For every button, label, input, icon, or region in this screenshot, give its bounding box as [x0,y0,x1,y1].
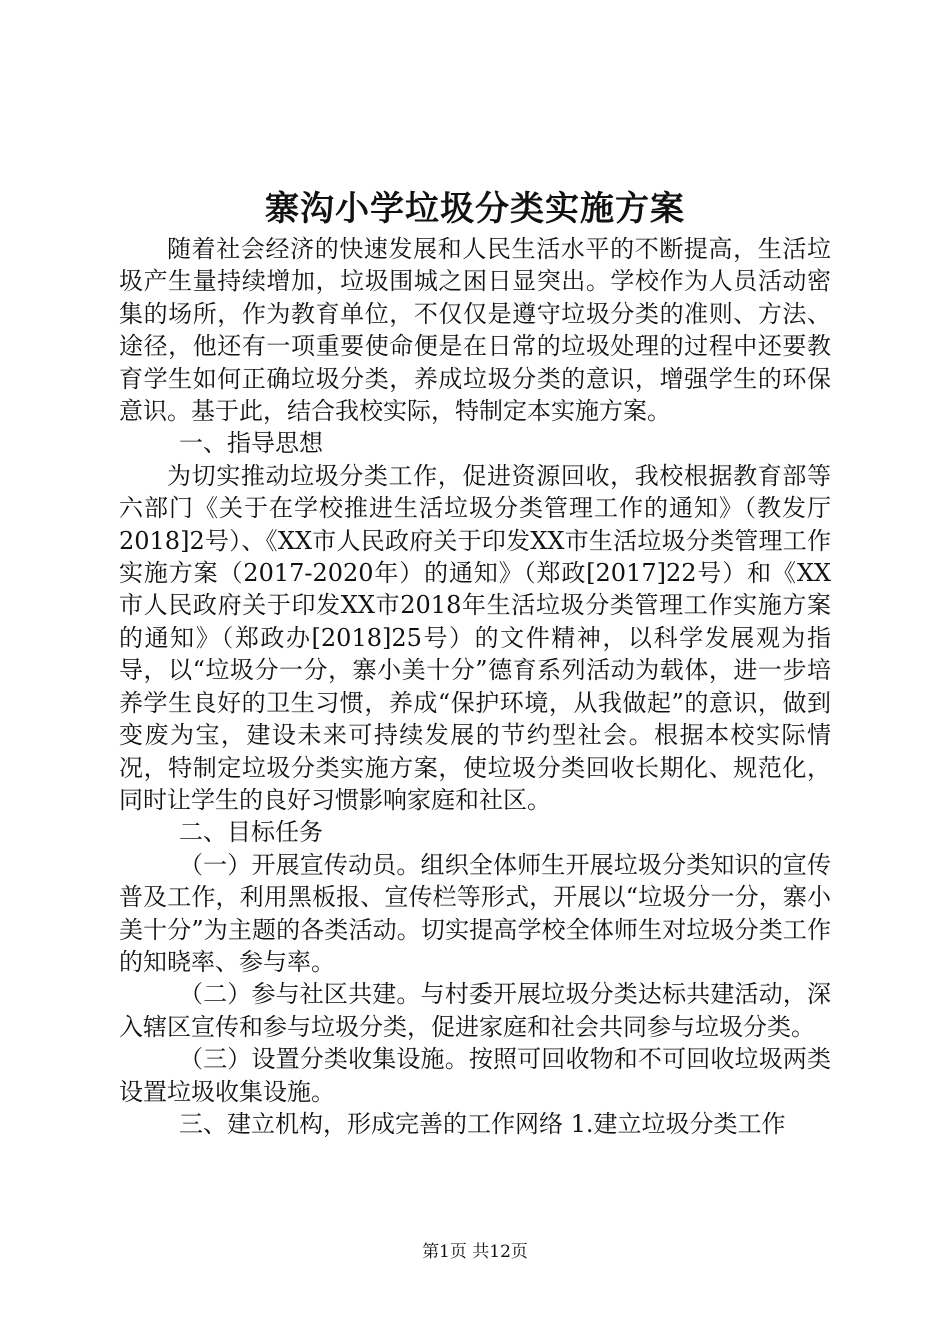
document-title: 寨沟小学垃圾分类实施方案 [265,189,685,229]
page-number-footer: 第1页 共12页 [422,1242,528,1262]
section-heading-guiding-ideology: 一、指导思想 [179,429,323,458]
section-heading-objectives: 二、目标任务 [179,818,323,847]
objective-item-facilities: （三）设置分类收集设施。按照可回收物和不可回收垃圾两类设置垃圾收集设施。 [119,1045,831,1106]
intro-paragraph: 随着社会经济的快速发展和人民生活水平的不断提高，生活垃圾产生量持续增加，垃圾围城之困日显突出。学校作为人员活动密集的场所，作为教育单位，不仅仅是遵守垃圾分类的准则、方法、途径，他还有一项重要使命便是在日常的垃圾处理的过程中还要教育学生如何正确垃圾分类，养成垃圾分类的意识，增强学生的环保意识。基于此，结合我校实际，特制定本实施方案。 [119,235,831,426]
document-body [119,233,831,1140]
objective-item-community: （二）参与社区共建。与村委开展垃圾分类达标共建活动，深入辖区宣传和参与垃圾分类，促进家庭和社会共同参与垃圾分类。 [119,980,831,1041]
section-heading-organization: 三、建立机构，形成完善的工作网络 1.建立垃圾分类工作 [179,1109,786,1138]
objective-item-publicity: （一）开展宣传动员。组织全体师生开展垃圾分类知识的宣传普及工作，利用黑板报、宣传栏等形式，开展以“垃圾分一分，寨小美十分”为主题的各类活动。切实提高学校全体师生对垃圾分类工作的知晓率、参与率。 [119,850,831,976]
guiding-ideology-paragraph: 为切实推动垃圾分类工作，促进资源回收，我校根据教育部等六部门《关于在学校推进生活垃圾分类管理工作的通知》（教发厅2018]2号）、《XX市人民政府关于印发XX市生活垃圾分类管理工作实施方案（2017-2020年）的通知》（郑政[2017]22号）和《XX市人民政府关于印发XX市2018年生活垃圾分类管理工作实施方案的通知》（郑政办[2018]25号）的文件精神，以科学发展观为指导，以“垃圾分一分，寨小美十分”德育系列活动为载体，进一步培养学生良好的卫生习惯，养成“保护环境，从我做起”的意识，做到变废为宝，建设未来可持续发展的节约型社会。根据本校实际情况，特制定垃圾分类实施方案，使垃圾分类回收长期化、规范化，同时让学生的良好习惯影响家庭和社区。 [119,461,831,814]
